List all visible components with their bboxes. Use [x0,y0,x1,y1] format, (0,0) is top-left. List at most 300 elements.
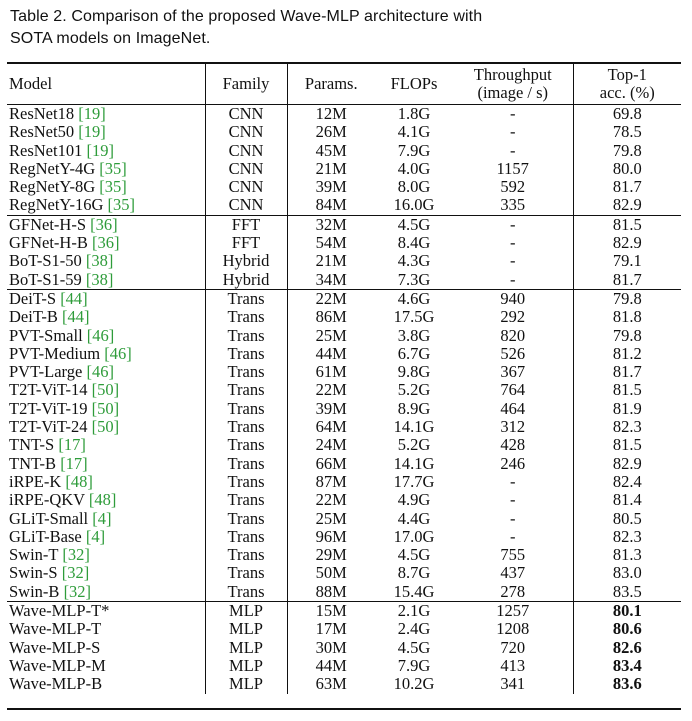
table-row [7,234,681,252]
cell-model [7,400,205,418]
cell-family: Trans [205,436,287,454]
citation-link[interactable]: [35] [99,178,127,197]
table-row [7,418,681,436]
cell-params: 17M [315,620,347,639]
citation-link[interactable]: [44] [62,308,90,327]
model-name: RegNetY-16G [9,196,104,215]
table-row [7,436,681,454]
cell-model [7,455,205,473]
cell-family: FFT [205,215,287,234]
cell-params: 25M [315,326,347,345]
cell-top1: 79.1 [612,252,642,271]
header-flops: FLOPs [375,64,453,105]
model-name: Wave-MLP-B [9,675,103,694]
cell-params: 66M [315,454,347,473]
table-row [7,327,681,345]
cell-throughput: 246 [453,455,573,473]
cell-params: 32M [287,215,375,234]
table-row [7,363,681,381]
cell-flops: 17.7G [393,472,435,491]
cell-flops: 4.9G [397,491,431,510]
cell-params: 39M [315,399,347,418]
model-name: T2T-ViT-19 [9,399,88,418]
cell-flops: 4.5G [397,546,431,565]
cell-flops: 4.5G [375,215,453,234]
cell-flops: 8.0G [397,178,431,197]
cell-flops: 7.9G [397,656,431,675]
citation-link[interactable]: [19] [86,141,114,160]
cell-family: Trans [205,418,287,436]
cell-family: MLP [205,620,287,638]
cell-top1: 81.8 [612,308,642,327]
table-row [7,639,681,657]
table-row [7,252,681,270]
cell-flops: 7.3G [397,270,431,289]
table-row [7,289,681,308]
model-name: GFNet-H-S [9,215,86,234]
cell-params: 25M [315,509,347,528]
citation-link[interactable]: [38] [85,252,114,271]
cell-flops: 8.4G [397,234,431,253]
cell-top1: 82.3 [612,418,642,437]
model-name: PVT-Small [9,326,83,345]
cell-flops: 16.0G [393,196,435,215]
cell-throughput: - [453,491,573,509]
cell-params: 21M [315,252,347,271]
cell-model [7,602,205,621]
cell-model [7,142,205,160]
cell-family: Trans [205,381,287,399]
citation-link[interactable]: [48] [88,491,117,510]
model-name: PVT-Medium [9,344,101,363]
cell-flops: 6.7G [397,344,431,363]
citation-link[interactable]: [46] [104,344,132,363]
cell-top1: 82.9 [612,234,642,253]
cell-flops: 4.5G [397,638,431,657]
cell-model [7,436,205,454]
table-header [7,64,681,105]
table-row [7,455,681,473]
model-name: iRPE-K [9,472,62,491]
cell-model [7,327,205,345]
cell-flops: 10.2G [393,675,435,694]
cell-model [7,234,205,252]
table-row [7,271,681,290]
cell-top1: 83.6 [612,675,642,694]
citation-link[interactable]: [46] [86,326,115,345]
table-row [7,142,681,160]
table-row [7,196,681,215]
cell-family: Trans [205,546,287,564]
cell-flops: 5.2G [397,436,431,455]
cell-flops: 17.0G [393,527,435,546]
cell-top1: 81.7 [612,178,642,197]
cell-family: FFT [205,234,287,252]
cell-throughput: - [453,123,573,141]
cell-top1: 81.4 [612,491,642,510]
cell-throughput: 367 [453,363,573,381]
cell-model [7,105,205,124]
table-row [7,308,681,326]
cell-throughput: 292 [453,308,573,326]
cell-throughput: 464 [453,400,573,418]
table-row [7,178,681,196]
cell-model [7,528,205,546]
cell-params: 34M [315,270,347,289]
table-caption [10,6,682,50]
cell-flops: 4.4G [397,509,431,528]
cell-top1: 80.5 [612,509,642,528]
cell-throughput: - [453,142,573,160]
cell-model [7,473,205,491]
cell-top1: 80.1 [573,602,681,621]
model-name: DeiT-S [9,289,57,308]
table-row [7,215,681,234]
table-row [7,510,681,528]
cell-top1: 82.4 [612,472,642,491]
cell-model [7,546,205,564]
model-name: BoT-S1-50 [9,252,82,271]
cell-params: 12M [315,104,347,123]
header-row [7,64,681,105]
cell-top1: 83.0 [612,564,642,583]
citation-link[interactable]: [32] [61,564,90,583]
cell-top1: 82.9 [612,454,642,473]
cell-flops: 8.9G [397,399,431,418]
model-name: BoT-S1-59 [9,270,82,289]
header-throughput-line1: Throughput [473,65,552,84]
cell-params: 50M [315,564,347,583]
cell-model [7,363,205,381]
model-name: ResNet101 [9,141,83,160]
cell-flops: 1.8G [397,104,431,123]
header-model: Model [7,64,205,105]
table-row [7,675,681,693]
table-row [7,546,681,564]
model-name: GFNet-H-B [9,234,88,253]
cell-params: 64M [315,418,347,437]
cell-model [7,252,205,270]
cell-top1: 83.5 [612,582,642,601]
cell-throughput: 428 [453,436,573,454]
header-top1 [573,64,681,105]
citation-link[interactable]: [35] [107,196,136,215]
cell-flops: 14.1G [393,418,435,437]
model-name: RegNetY-4G [9,159,96,178]
cell-model [7,675,205,693]
cell-throughput: - [453,215,573,234]
cell-top1: 79.8 [612,326,642,345]
citation-link[interactable]: [4] [85,527,106,546]
cell-model [7,491,205,509]
cell-model [7,215,205,234]
cell-throughput: 1157 [453,160,573,178]
header-family: Family [205,64,287,105]
cell-model [7,345,205,363]
table-row [7,160,681,178]
cell-flops: 15.4G [393,582,435,601]
cell-family: Trans [205,455,287,473]
cell-throughput: 1208 [453,620,573,638]
model-name: Wave-MLP-M [9,656,106,675]
model-name: Wave-MLP-T [9,620,102,639]
cell-family: Trans [205,363,287,381]
table-row [7,620,681,638]
cell-top1: 83.4 [612,656,642,675]
results-table [7,64,681,694]
cell-throughput: - [453,271,573,290]
citation-link[interactable]: [50] [91,399,120,418]
citation-link[interactable]: [36] [91,234,120,253]
cell-top1: 81.2 [612,344,642,363]
cell-model [7,657,205,675]
cell-model [7,308,205,326]
cell-params: 54M [315,234,347,253]
cell-flops: 4.0G [397,159,431,178]
cell-model [7,564,205,582]
cell-params: 61M [315,363,347,382]
cell-family: Trans [205,345,287,363]
model-name: ResNet50 [9,123,75,142]
cell-throughput: 755 [453,546,573,564]
cell-model [7,196,205,215]
citation-link[interactable]: [4] [92,509,112,528]
cell-model [7,583,205,602]
cell-throughput: 720 [453,639,573,657]
cell-throughput: 764 [453,381,573,399]
model-name: ResNet18 [9,104,75,123]
table-row [7,491,681,509]
citation-link[interactable]: [44] [60,289,88,308]
cell-model [7,178,205,196]
cell-family: Trans [205,564,287,582]
cell-family: Trans [205,510,287,528]
cell-family: MLP [205,657,287,675]
cell-throughput: - [453,234,573,252]
cell-params: 87M [315,472,347,491]
model-name: RegNetY-8G [9,178,96,197]
cell-params: 22M [287,289,375,308]
cell-params: 96M [315,527,347,546]
cell-throughput: 940 [453,289,573,308]
cell-model [7,418,205,436]
citation-link[interactable]: [35] [99,159,127,178]
cell-params: 63M [315,675,347,694]
citation-link[interactable]: [19] [78,123,106,142]
citation-link[interactable]: [50] [91,418,120,437]
cell-flops: 2.4G [397,620,431,639]
citation-link[interactable]: [17] [60,454,88,473]
cell-throughput: 1257 [453,602,573,621]
cell-top1: 82.9 [612,196,642,215]
cell-throughput: - [453,510,573,528]
cell-params: 26M [315,123,347,142]
model-name: Swin-S [9,564,58,583]
cell-params: 45M [315,141,347,160]
cell-model [7,123,205,141]
cell-top1: 79.8 [612,141,642,160]
citation-link[interactable]: [38] [85,270,114,289]
cell-top1: 78.5 [612,123,642,142]
table-body [7,105,681,694]
header-top1-line1: Top-1 [607,65,647,84]
model-name: TNT-B [9,454,57,473]
cell-flops: 4.1G [397,123,431,142]
cell-throughput: 526 [453,345,573,363]
cell-model [7,271,205,290]
model-name: PVT-Large [9,363,83,382]
cell-params: 22M [315,491,347,510]
cell-family: Trans [205,528,287,546]
cell-top1: 81.3 [612,546,642,565]
cell-family: MLP [205,675,287,693]
model-name: Wave-MLP-S [9,638,101,657]
cell-flops: 4.6G [375,289,453,308]
caption-line-2: SOTA models on ImageNet. [10,30,211,47]
table-row [7,583,681,602]
table-row [7,381,681,399]
table-row [7,564,681,582]
cell-flops: 4.3G [397,252,431,271]
citation-link[interactable]: [32] [62,546,90,565]
cell-flops: 5.2G [397,381,431,400]
cell-top1: 81.7 [612,363,642,382]
header-throughput [453,64,573,105]
cell-params: 21M [315,159,347,178]
cell-top1: 81.5 [612,436,642,455]
citation-link[interactable]: [46] [86,363,114,382]
cell-throughput: 341 [453,675,573,693]
cell-family: Trans [205,308,287,326]
comparison-table [7,62,681,710]
model-name: Swin-T [9,546,59,565]
citation-link[interactable]: [48] [65,472,93,491]
citation-link[interactable]: [32] [63,582,92,601]
cell-params: 86M [315,308,347,327]
table-row [7,528,681,546]
header-throughput-line2: (image / s) [477,83,549,102]
cell-throughput: 278 [453,583,573,602]
cell-model [7,510,205,528]
cell-model [7,620,205,638]
citation-link[interactable]: [19] [78,104,106,123]
model-name: GLiT-Small [9,509,89,528]
cell-family: CNN [205,142,287,160]
citation-link[interactable]: [50] [91,381,120,400]
cell-params: 88M [315,582,347,601]
cell-flops: 8.7G [397,564,431,583]
cell-family: Trans [205,327,287,345]
cell-family: Hybrid [205,252,287,270]
cell-top1: 82.6 [612,638,642,657]
cell-top1: 81.5 [573,215,681,234]
cell-family: Trans [205,400,287,418]
cell-throughput: 335 [453,196,573,215]
model-name: iRPE-QKV [9,491,85,510]
table-row [7,105,681,124]
model-name: Swin-B [9,582,60,601]
cell-flops: 14.1G [393,454,435,473]
cell-params: 15M [287,602,375,621]
cell-throughput: - [453,473,573,491]
table-row [7,473,681,491]
cell-family: CNN [205,123,287,141]
model-name: DeiT-B [9,308,58,327]
cell-throughput: 820 [453,327,573,345]
cell-flops: 2.1G [375,602,453,621]
table-row [7,657,681,675]
cell-params: 44M [315,656,347,675]
model-name: TNT-S [9,436,55,455]
cell-family: CNN [205,105,287,124]
cell-top1: 79.8 [573,289,681,308]
citation-link[interactable]: [36] [90,215,118,234]
cell-throughput: 312 [453,418,573,436]
cell-params: 39M [315,178,347,197]
cell-top1: 69.8 [612,104,642,123]
table-row [7,345,681,363]
model-name: Wave-MLP-T* [9,601,110,621]
cell-flops: 7.9G [397,141,431,160]
cell-family: Trans [205,289,287,308]
cell-family: MLP [205,602,287,621]
header-params: Params. [287,64,375,105]
cell-params: 44M [315,344,347,363]
cell-throughput: 592 [453,178,573,196]
cell-throughput: - [453,528,573,546]
cell-throughput: 413 [453,657,573,675]
cell-params: 22M [315,381,347,400]
cell-throughput: 437 [453,564,573,582]
cell-top1: 81.9 [612,399,642,418]
cell-top1: 82.3 [612,527,642,546]
citation-link[interactable]: [17] [58,436,86,455]
caption-line-1: Table 2. Comparison of the proposed Wave-MLP architecture with [10,8,483,25]
table-row [7,602,681,621]
cell-model [7,381,205,399]
cell-model [7,639,205,657]
cell-family: CNN [205,178,287,196]
cell-params: 29M [315,546,347,565]
cell-flops: 9.8G [397,363,431,382]
cell-family: CNN [205,196,287,215]
cell-flops: 17.5G [393,308,435,327]
cell-params: 30M [315,638,347,657]
cell-top1: 81.7 [612,270,642,289]
cell-model [7,160,205,178]
cell-model [7,289,205,308]
header-top1-line2: acc. (%) [599,83,655,102]
cell-family: MLP [205,639,287,657]
cell-family: Hybrid [205,271,287,290]
model-name: GLiT-Base [9,527,82,546]
cell-throughput: - [453,105,573,124]
cell-family: Trans [205,473,287,491]
model-name: T2T-ViT-14 [9,381,88,400]
cell-throughput: - [453,252,573,270]
cell-params: 84M [315,196,347,215]
cell-top1: 80.0 [612,159,642,178]
table-row [7,400,681,418]
table-row [7,123,681,141]
cell-family: Trans [205,491,287,509]
cell-family: Trans [205,583,287,602]
cell-top1: 80.6 [612,620,642,639]
model-name: T2T-ViT-24 [9,418,88,437]
cell-top1: 81.5 [612,381,642,400]
cell-family: CNN [205,160,287,178]
cell-flops: 3.8G [397,326,431,345]
